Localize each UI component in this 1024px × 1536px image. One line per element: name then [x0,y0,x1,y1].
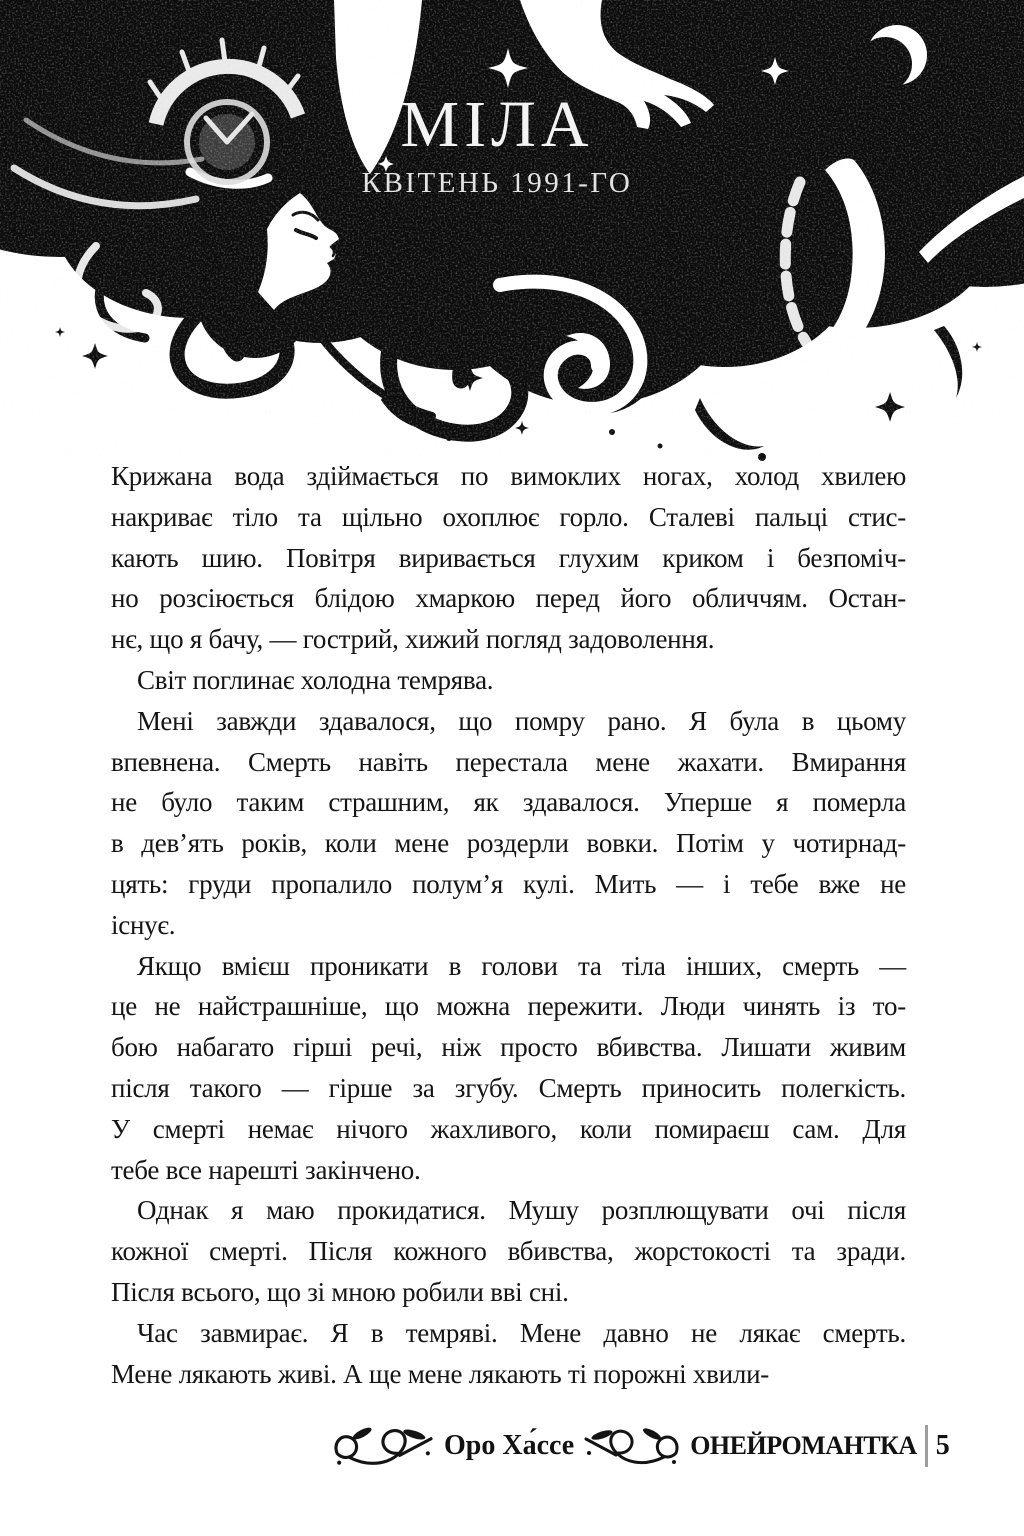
text-line: це не найстрашніше, що можна пережити. Люди чинять із то- [111,991,906,1022]
footer-book-title: ОНЕЙРОМАНТКА [690,1431,917,1460]
chapter-subtitle: КВІТЕНЬ 1991-ГО [361,167,633,199]
text-line: Мені завжди здавалося, що помру рано. Я була в цьому [137,705,906,736]
text-line: існує. [111,909,176,940]
text-line: но розсіюється блідою хмаркою перед його обличчям. Остан- [111,583,906,614]
chapter-title: МІЛА [400,88,594,161]
text-line: Час завмирає. Я в темряві. Мене давно не лякає смерть. [137,1317,906,1348]
body-text [111,456,906,1394]
text-line: цять: груди пропалило полум’я кулі. Мить — і тебе вже не [111,868,906,899]
flourish-right-icon [582,1422,682,1470]
text-line: впевнена. Смерть навіть перестала мене жахати. Вмирання [111,746,906,777]
page-footer [330,1420,950,1472]
text-line: Після всього, що зі мною робили вві сні. [111,1276,569,1307]
header-illustration [0,0,1024,462]
text-line: кожної смерті. Після кожного вбивства, жорстокості та зради. [111,1236,906,1267]
text-line: після такого — гірше за згубу. Смерть приносить полегкість. [111,1072,906,1103]
text-line: Крижана вода здіймається по вимоклих ногах, холод хвилею [111,461,906,491]
splatter-texture [0,0,1024,462]
footer-separator [925,1425,928,1467]
footer-page-number: 5 [935,1430,950,1461]
text-line: Однак я маю прокидатися. Мушу розплющувати очі після [137,1195,906,1226]
text-line: бою набагато гірші речі, ніж просто вбивства. Лишати живим [111,1032,906,1063]
ink-illustration-svg [0,0,1024,462]
text-line: в дев’ять років, коли мене роздерли вовки. Потім у чотирнад- [111,828,906,859]
flourish-left-icon [330,1422,436,1470]
text-line: Мене лякають живі. А ще мене лякають ті порожні хвили- [111,1358,770,1389]
text-line: тебе все нарешті закінчено. [111,1154,421,1185]
text-line: Світ поглинає холодна темрява. [137,664,494,695]
text-line: не було таким страшним, як здавалося. Уперше я померла [111,787,906,818]
footer-author: Оро Ха́ссе [444,1430,575,1461]
text-line: нє, що я бачу, — гострий, хижий погляд задоволення. [111,624,715,655]
text-line: кають шию. Повітря виривається глухим криком і безпоміч- [111,542,906,573]
text-line: накриває тіло та щільно охоплює горло. Сталеві пальці стис- [111,501,906,532]
text-line: У смерті немає нічого жахливого, коли помираєш сам. Для [111,1113,906,1144]
text-line: Якщо вмієш проникати в голови та тіла інших, смерть — [137,950,906,981]
